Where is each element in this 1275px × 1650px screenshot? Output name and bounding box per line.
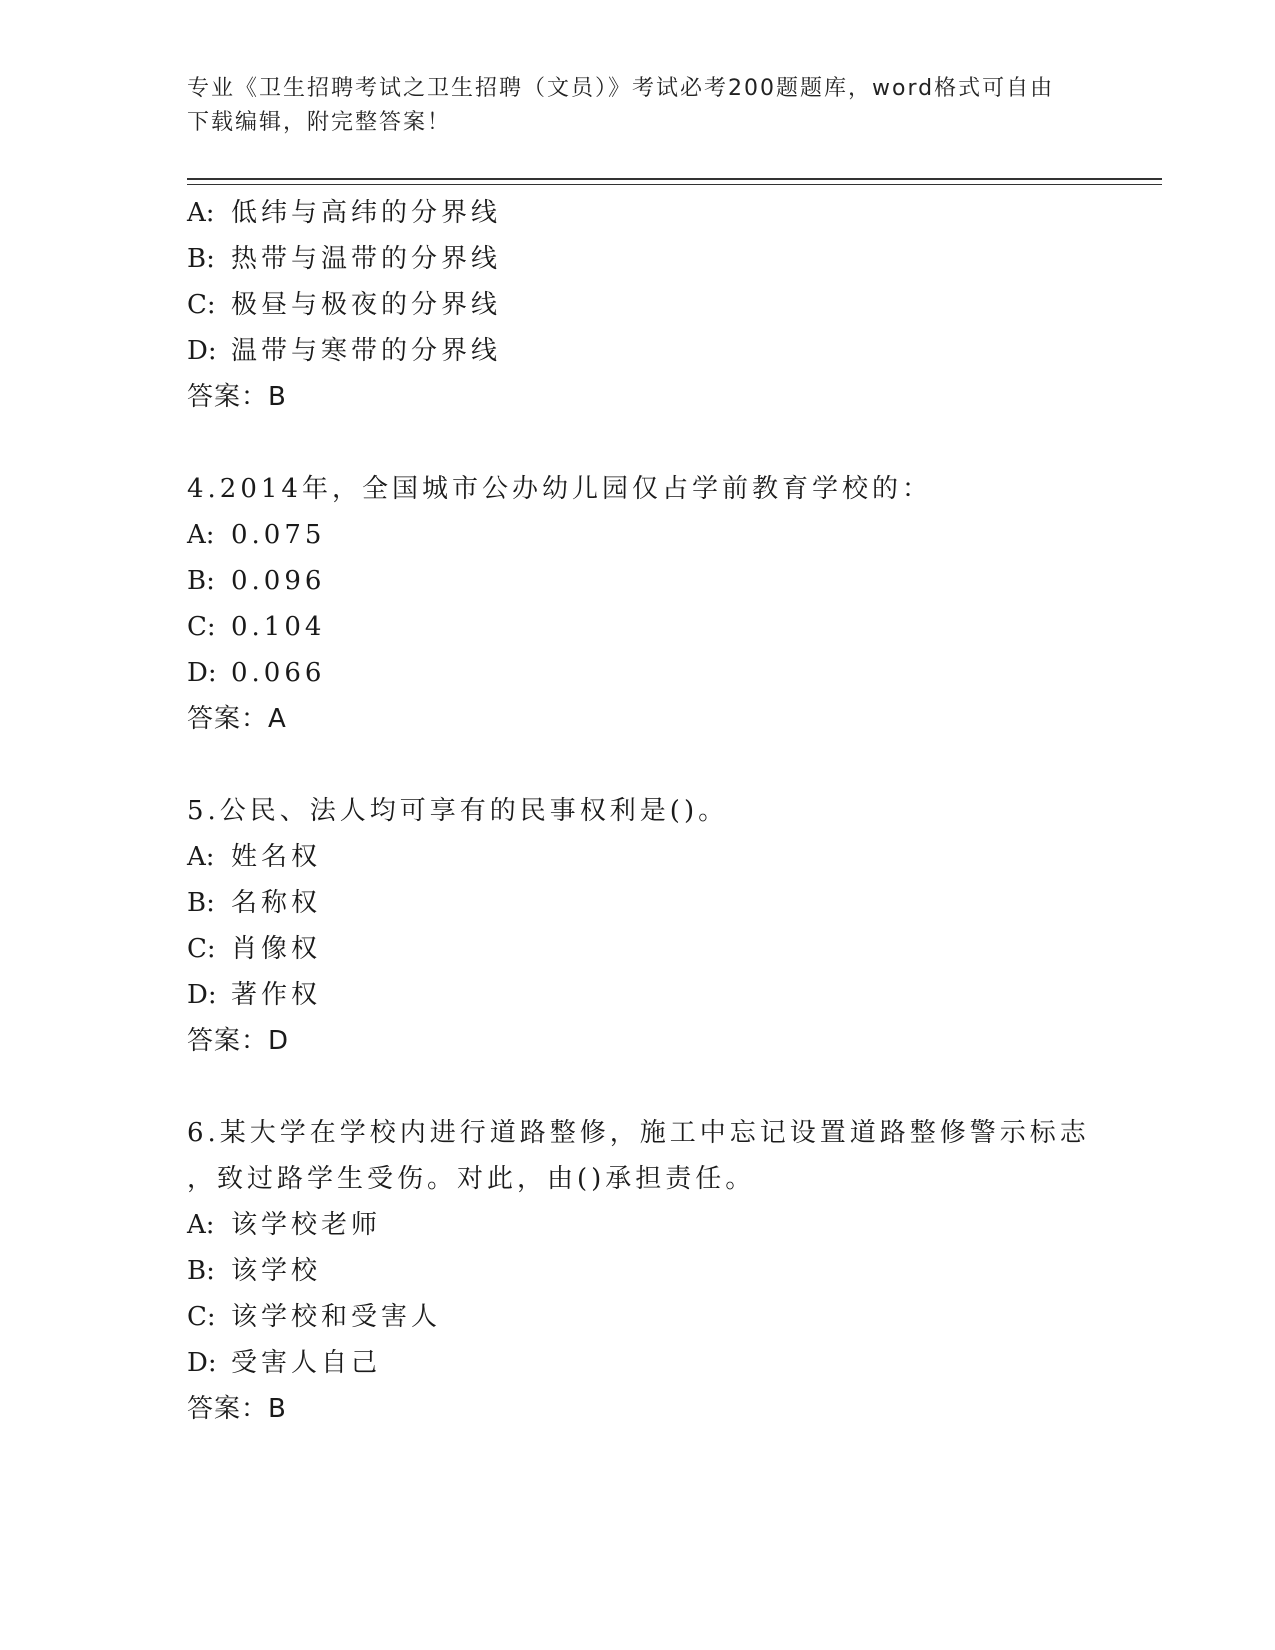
option-text: 0.104 xyxy=(231,612,326,642)
option-text: 0.075 xyxy=(231,520,326,550)
question-3 xyxy=(187,190,1162,420)
option-a xyxy=(187,1202,1162,1248)
option-text: 该学校老师 xyxy=(231,1210,382,1240)
question-5 xyxy=(187,788,1162,1064)
option-text: 极昼与极夜的分界线 xyxy=(231,290,502,320)
option-d xyxy=(187,972,1162,1018)
option-d xyxy=(187,1340,1162,1386)
answer-line: 答案：A xyxy=(187,704,287,734)
option-c xyxy=(187,604,1162,650)
option-text: 低纬与高纬的分界线 xyxy=(231,198,502,228)
option-text: 著作权 xyxy=(231,980,322,1010)
option-key: A: xyxy=(187,520,215,550)
answer-line: 答案：B xyxy=(187,382,287,412)
question-4 xyxy=(187,466,1162,742)
option-text: 名称权 xyxy=(231,888,322,918)
option-text: 该学校 xyxy=(231,1256,322,1286)
option-b xyxy=(187,880,1162,926)
option-b xyxy=(187,558,1162,604)
option-key: A: xyxy=(187,1210,215,1240)
answer-line: 答案：B xyxy=(187,1394,287,1424)
option-a xyxy=(187,512,1162,558)
option-text: 热带与温带的分界线 xyxy=(231,244,502,274)
option-b xyxy=(187,236,1162,282)
option-a xyxy=(187,190,1162,236)
spacer xyxy=(187,742,1162,788)
option-key: B: xyxy=(187,244,215,274)
option-c xyxy=(187,926,1162,972)
option-key: B: xyxy=(187,888,215,918)
option-key: C: xyxy=(187,612,216,642)
option-key: C: xyxy=(187,290,216,320)
option-b xyxy=(187,1248,1162,1294)
option-key: B: xyxy=(187,1256,215,1286)
option-text: 温带与寒带的分界线 xyxy=(231,336,502,366)
option-c xyxy=(187,282,1162,328)
option-key: D: xyxy=(187,1348,217,1378)
option-text: 该学校和受害人 xyxy=(231,1302,442,1332)
document-content xyxy=(187,190,1162,1432)
option-d xyxy=(187,650,1162,696)
option-key: B: xyxy=(187,566,215,596)
spacer xyxy=(187,1064,1162,1110)
question-text: 5.公民、法人均可享有的民事权利是()。 xyxy=(187,796,729,826)
option-key: C: xyxy=(187,934,216,964)
option-key: A: xyxy=(187,842,215,872)
option-text: 0.096 xyxy=(231,566,326,596)
option-text: 姓名权 xyxy=(231,842,322,872)
option-key: D: xyxy=(187,980,217,1010)
question-text: 4.2014年，全国城市公办幼儿园仅占学前教育学校的： xyxy=(187,474,932,504)
question-6 xyxy=(187,1110,1162,1432)
option-key: A: xyxy=(187,198,215,228)
question-text-line-2: ，致过路学生受伤。对此，由()承担责任。 xyxy=(187,1164,756,1194)
spacer xyxy=(187,420,1162,466)
option-key: C: xyxy=(187,1302,216,1332)
option-key: D: xyxy=(187,336,217,366)
option-d xyxy=(187,328,1162,374)
option-text: 0.066 xyxy=(231,658,326,688)
option-c xyxy=(187,1294,1162,1340)
option-key: D: xyxy=(187,658,217,688)
header-rule-thick xyxy=(187,178,1162,180)
option-text: 受害人自己 xyxy=(231,1348,382,1378)
option-text: 肖像权 xyxy=(231,934,322,964)
option-a xyxy=(187,834,1162,880)
answer-line: 答案：D xyxy=(187,1026,290,1056)
document-header: 专业《卫生招聘考试之卫生招聘（文员）》考试必考200题题库，word格式可自由下载编辑，附完整答案！ xyxy=(187,76,1055,135)
question-text-line-1: 6.某大学在学校内进行道路整修，施工中忘记设置道路整修警示标志 xyxy=(187,1118,1090,1148)
header-rule-thin xyxy=(187,184,1162,185)
